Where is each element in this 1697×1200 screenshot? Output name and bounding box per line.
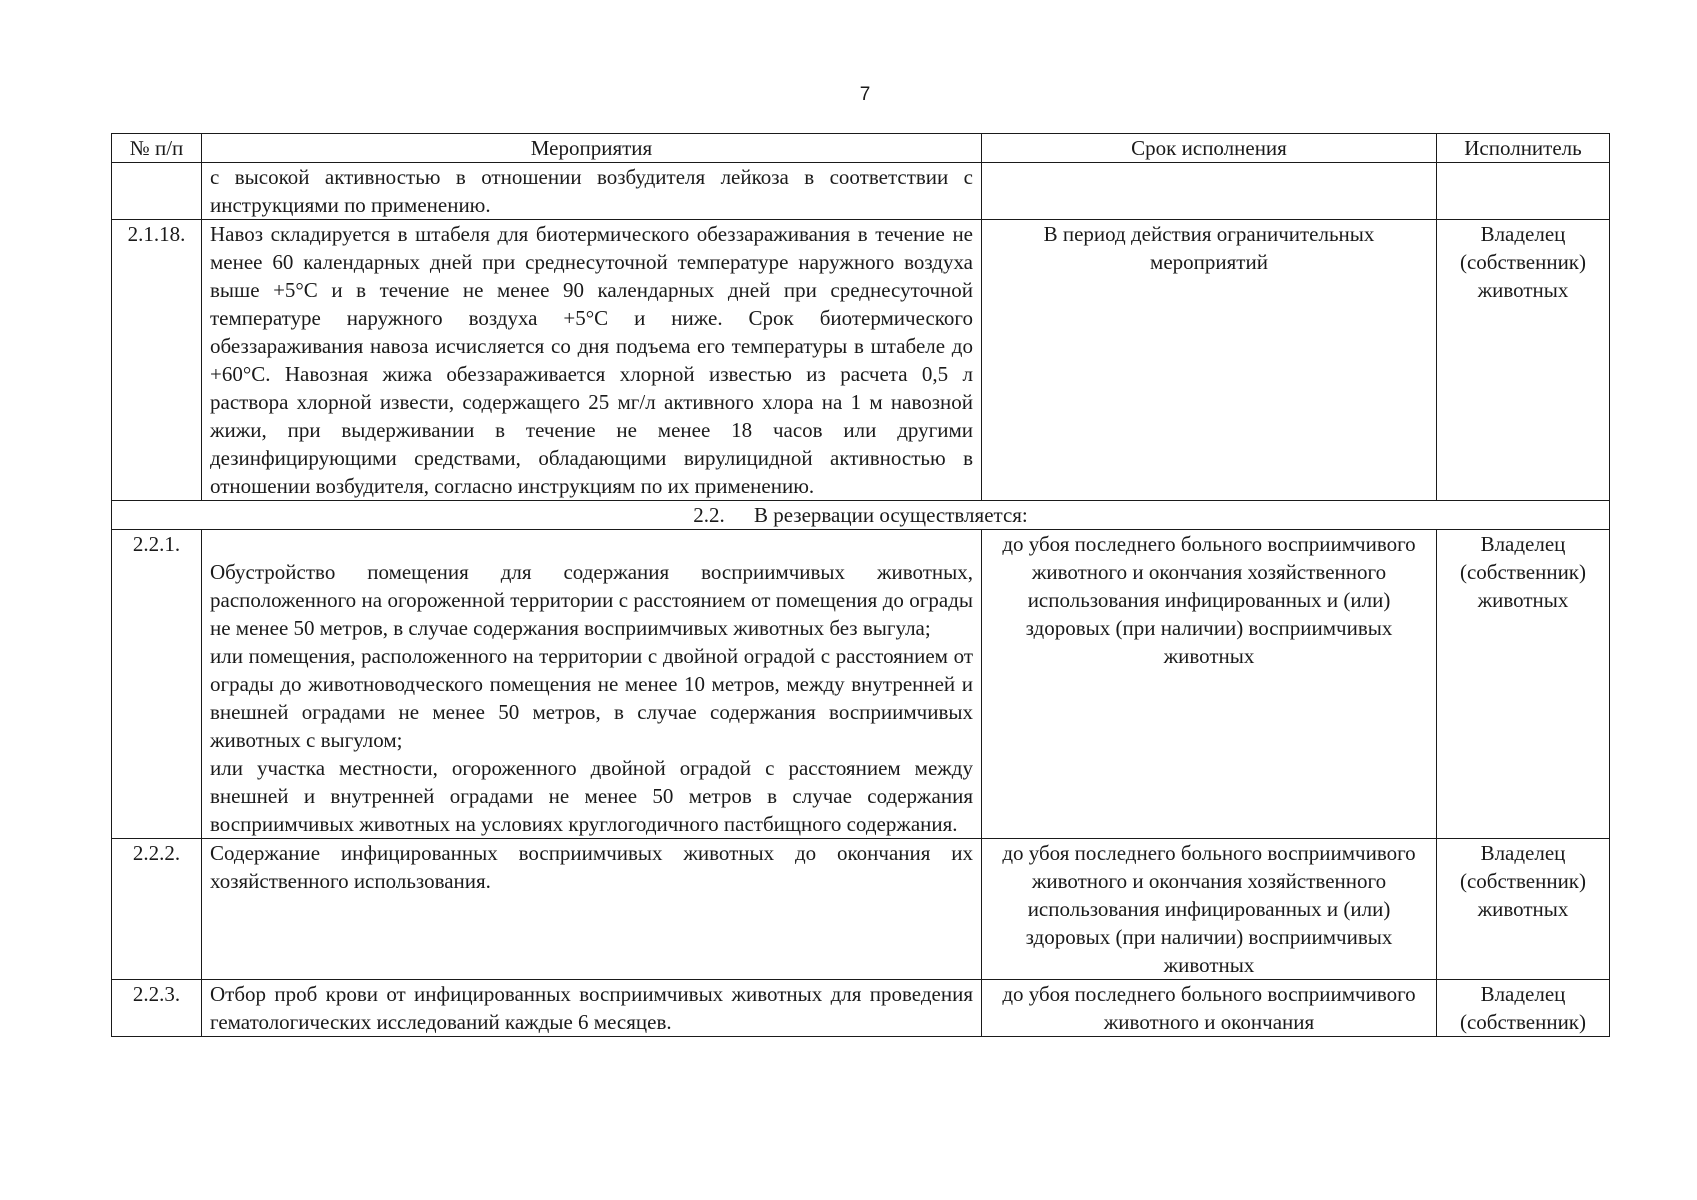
table-row xyxy=(112,530,1610,839)
row-number: 2.2.1. xyxy=(112,530,202,839)
header-term: Срок исполнения xyxy=(982,134,1437,163)
row-term: до убоя последнего больного восприимчивого животного и окончания хозяйственного использования инфицированных и (или) здоровых (при наличии) восприимчивых животных xyxy=(982,530,1437,839)
measures-table xyxy=(111,133,1610,1037)
row-term: до убоя последнего больного восприимчивого животного и окончания хозяйственного использования инфицированных и (или) здоровых (при наличии) восприимчивых животных xyxy=(982,839,1437,980)
section-heading xyxy=(112,501,1610,530)
row-measure xyxy=(202,530,982,839)
measure-part: или участка местности, огороженного двойной оградой с расстоянием между внешней и внутренней оградами не менее 50 метров в случае содержания восприимчивых животных на условиях круглогодичного пастбищного содержания. xyxy=(210,756,973,836)
row-number: 2.2.3. xyxy=(112,980,202,1037)
row-measure: Отбор проб крови от инфицированных восприимчивых животных для проведения гематологических исследований каждые 6 месяцев. xyxy=(202,980,982,1037)
table-header-row xyxy=(112,134,1610,163)
table-row xyxy=(112,220,1610,501)
row-number xyxy=(112,163,202,220)
row-measure: с высокой активностью в отношении возбудителя лейкоза в соответствии с инструкциями по применению. xyxy=(202,163,982,220)
row-executor: Владелец (собственник) животных xyxy=(1437,220,1610,501)
header-measures: Мероприятия xyxy=(202,134,982,163)
table-row xyxy=(112,163,1610,220)
row-executor: Владелец (собственник) животных xyxy=(1437,530,1610,839)
section-title: В резервации осуществляется: xyxy=(753,503,1028,527)
row-measure: Навоз складируется в штабеля для биотермического обеззараживания в течение не менее 60 календарных дней при среднесуточной температуре наружного воздуха выше +5°С и в течение не менее 90 календарных дней при среднесуточной температуре наружного воздуха +5°С и ниже. Срок биотермического обеззараживания навоза исчисляется со дня подъема его температуры в штабеле до +60°С. Навозная жижа обеззараживается хлорной известью из расчета 0,5 л раствора хлорной извести, содержащего 25 мг/л активного хлора на 1 м навозной жижи, при выдерживании в течение не менее 18 часов или другими дезинфицирующими средствами, обладающими вирулицидной активностью в отношении возбудителя, согласно инструкциям по их применению. xyxy=(202,220,982,501)
row-term: В период действия ограничительных мероприятий xyxy=(982,220,1437,501)
section-number: 2.2. xyxy=(693,503,725,527)
section-row xyxy=(112,501,1610,530)
header-executor: Исполнитель xyxy=(1437,134,1610,163)
row-term: до убоя последнего больного восприимчивого животного и окончания xyxy=(982,980,1437,1037)
measure-part: или помещения, расположенного на территории с двойной оградой с расстоянием от ограды до животноводческого помещения не менее 10 метров, между внутренней и внешней оградами не менее 50 метров, в случае содержания восприимчивых животных с выгулом; xyxy=(210,644,973,752)
row-executor: Владелец (собственник) животных xyxy=(1437,839,1610,980)
row-term xyxy=(982,163,1437,220)
table-row xyxy=(112,839,1610,980)
row-number: 2.2.2. xyxy=(112,839,202,980)
row-number: 2.1.18. xyxy=(112,220,202,501)
row-measure: Содержание инфицированных восприимчивых животных до окончания их хозяйственного использования. xyxy=(202,839,982,980)
row-executor: Владелец (собственник) xyxy=(1437,980,1610,1037)
header-number: № п/п xyxy=(112,134,202,163)
measure-part: Обустройство помещения для содержания восприимчивых животных, расположенного на огороженной территории с расстоянием от помещения до ограды не менее 50 метров, в случае содержания восприимчивых животных без выгула; xyxy=(210,560,973,640)
row-executor xyxy=(1437,163,1610,220)
table-row xyxy=(112,980,1610,1037)
page-number: 7 xyxy=(859,84,871,105)
